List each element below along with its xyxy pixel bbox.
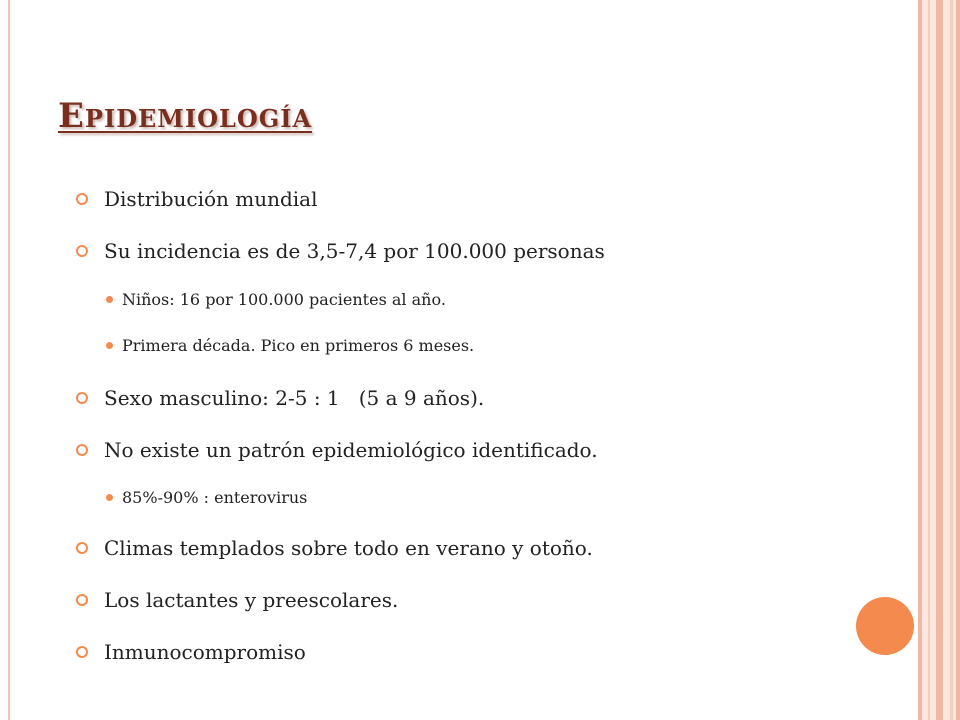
left-border-line: [8, 0, 10, 720]
bullet-text: Su incidencia es de 3,5-7,4 por 100.000 personas: [104, 239, 605, 263]
right-stripe: [936, 0, 943, 720]
right-stripe: [918, 0, 922, 720]
bullet-ring-icon: [76, 646, 88, 658]
decorative-circle: [856, 597, 914, 655]
sub-bullet-text: Primera década. Pico en primeros 6 meses.: [122, 336, 475, 355]
bullet-ring-icon: [76, 245, 88, 257]
right-stripe: [928, 0, 930, 720]
bullet-ring-icon: [76, 594, 88, 606]
bullet-text: Los lactantes y preescolares.: [104, 588, 399, 612]
bullet-text: Climas templados sobre todo en verano y otoño.: [104, 536, 593, 560]
bullet-ring-icon: [76, 444, 88, 456]
sub-bullet-text: Niños: 16 por 100.000 pacientes al año.: [122, 290, 446, 309]
bullet-ring-icon: [76, 392, 88, 404]
bullet-dot-icon: [106, 342, 113, 349]
bullet-text: No existe un patrón epidemiológico identificado.: [104, 438, 598, 462]
right-stripe: [956, 0, 960, 720]
slide-title: Epidemiología: [58, 96, 313, 136]
bullet-dot-icon: [106, 296, 113, 303]
bullet-text: Distribución mundial: [104, 187, 318, 211]
sub-bullet-text: 85%-90% : enterovirus: [122, 488, 308, 507]
bullet-text: Inmunocompromiso: [104, 640, 306, 664]
bullet-ring-icon: [76, 542, 88, 554]
bullet-text: Sexo masculino: 2-5 : 1 (5 a 9 años).: [104, 386, 485, 410]
bullet-dot-icon: [106, 494, 113, 501]
bullet-ring-icon: [76, 193, 88, 205]
right-stripe: [950, 0, 953, 720]
